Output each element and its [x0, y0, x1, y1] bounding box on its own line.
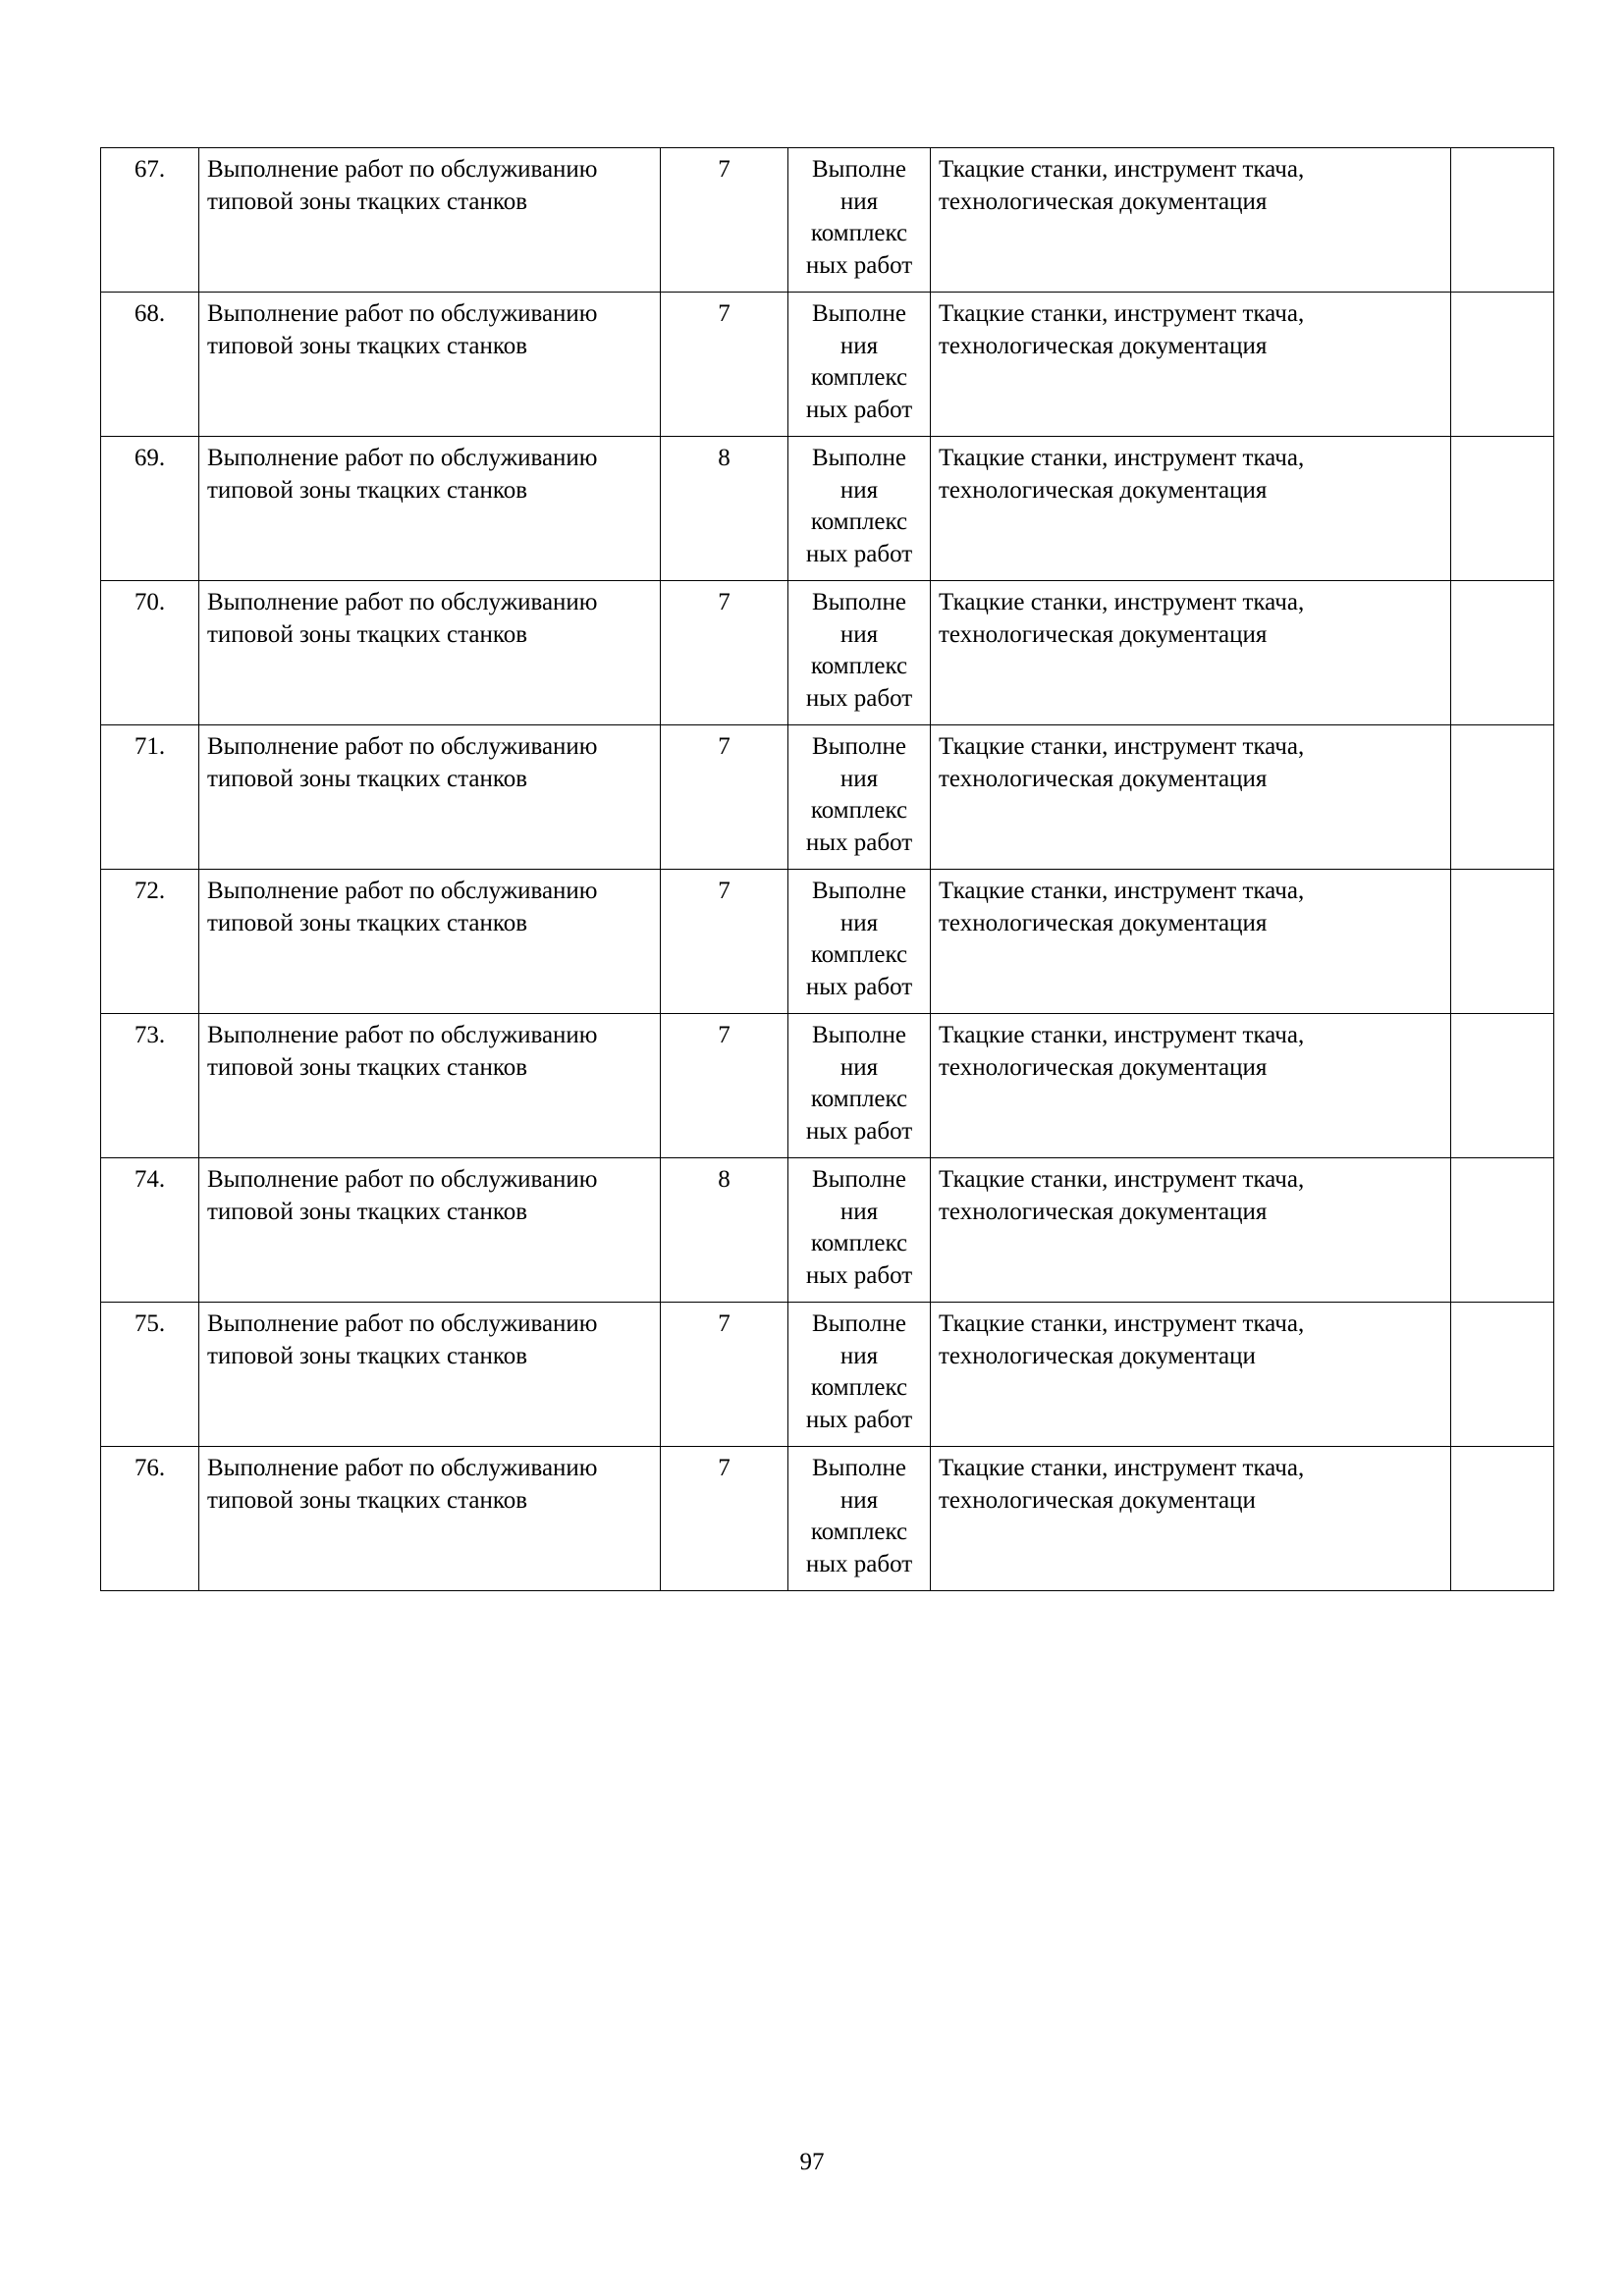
table-row: [101, 1158, 1554, 1303]
table-row: [101, 870, 1554, 1014]
row-number: 70.: [101, 581, 199, 725]
row-count: 7: [661, 870, 788, 1014]
row-note: [1451, 1158, 1554, 1303]
row-criterion: Выполне ния комплекс ных работ: [788, 1158, 931, 1303]
row-count: 7: [661, 725, 788, 870]
row-criterion: Выполне ния комплекс ных работ: [788, 870, 931, 1014]
table-row: [101, 437, 1554, 581]
row-criterion: Выполне ния комплекс ных работ: [788, 293, 931, 437]
row-number: 76.: [101, 1447, 199, 1591]
row-note: [1451, 437, 1554, 581]
row-equipment: Ткацкие станки, инструмент ткача, технологическая документация: [931, 725, 1451, 870]
table-row: [101, 293, 1554, 437]
row-equipment: Ткацкие станки, инструмент ткача, технологическая документация: [931, 437, 1451, 581]
row-number: 72.: [101, 870, 199, 1014]
row-count: 7: [661, 581, 788, 725]
row-criterion: Выполне ния комплекс ных работ: [788, 148, 931, 293]
row-equipment: Ткацкие станки, инструмент ткача, технологическая документация: [931, 1158, 1451, 1303]
table-row: [101, 148, 1554, 293]
table-row: [101, 1303, 1554, 1447]
row-criterion: Выполне ния комплекс ных работ: [788, 1303, 931, 1447]
row-note: [1451, 1303, 1554, 1447]
row-count: 7: [661, 1447, 788, 1591]
page-number: 97: [799, 2149, 825, 2175]
tasks-table: [100, 147, 1554, 1591]
row-note: [1451, 725, 1554, 870]
row-task: Выполнение работ по обслуживанию типовой зоны ткацких станков: [199, 1158, 661, 1303]
row-equipment: Ткацкие станки, инструмент ткача, технологическая документация: [931, 870, 1451, 1014]
row-count: 7: [661, 1303, 788, 1447]
table-row: [101, 1014, 1554, 1158]
row-equipment: Ткацкие станки, инструмент ткача, технологическая документация: [931, 148, 1451, 293]
table-row: [101, 725, 1554, 870]
row-count: 8: [661, 1158, 788, 1303]
row-note: [1451, 870, 1554, 1014]
row-note: [1451, 1447, 1554, 1591]
row-task: Выполнение работ по обслуживанию типовой зоны ткацких станков: [199, 725, 661, 870]
tasks-table-body: [101, 148, 1554, 1591]
row-number: 69.: [101, 437, 199, 581]
row-equipment: Ткацкие станки, инструмент ткача, технологическая документаци: [931, 1447, 1451, 1591]
row-task: Выполнение работ по обслуживанию типовой зоны ткацких станков: [199, 437, 661, 581]
row-count: 7: [661, 293, 788, 437]
row-criterion: Выполне ния комплекс ных работ: [788, 725, 931, 870]
row-task: Выполнение работ по обслуживанию типовой зоны ткацких станков: [199, 1014, 661, 1158]
row-number: 73.: [101, 1014, 199, 1158]
row-task: Выполнение работ по обслуживанию типовой зоны ткацких станков: [199, 1303, 661, 1447]
row-criterion: Выполне ния комплекс ных работ: [788, 581, 931, 725]
row-task: Выполнение работ по обслуживанию типовой зоны ткацких станков: [199, 148, 661, 293]
row-note: [1451, 148, 1554, 293]
row-note: [1451, 581, 1554, 725]
row-equipment: Ткацкие станки, инструмент ткача, технологическая документация: [931, 581, 1451, 725]
row-note: [1451, 1014, 1554, 1158]
row-number: 68.: [101, 293, 199, 437]
row-equipment: Ткацкие станки, инструмент ткача, технологическая документация: [931, 293, 1451, 437]
row-equipment: Ткацкие станки, инструмент ткача, технологическая документация: [931, 1014, 1451, 1158]
row-criterion: Выполне ния комплекс ных работ: [788, 437, 931, 581]
row-count: 7: [661, 148, 788, 293]
row-number: 75.: [101, 1303, 199, 1447]
table-row: [101, 581, 1554, 725]
row-count: 8: [661, 437, 788, 581]
row-criterion: Выполне ния комплекс ных работ: [788, 1014, 931, 1158]
row-number: 67.: [101, 148, 199, 293]
row-number: 74.: [101, 1158, 199, 1303]
row-number: 71.: [101, 725, 199, 870]
row-task: Выполнение работ по обслуживанию типовой зоны ткацких станков: [199, 870, 661, 1014]
table-row: [101, 1447, 1554, 1591]
row-count: 7: [661, 1014, 788, 1158]
row-note: [1451, 293, 1554, 437]
row-task: Выполнение работ по обслуживанию типовой зоны ткацких станков: [199, 293, 661, 437]
row-criterion: Выполне ния комплекс ных работ: [788, 1447, 931, 1591]
row-task: Выполнение работ по обслуживанию типовой зоны ткацких станков: [199, 581, 661, 725]
row-task: Выполнение работ по обслуживанию типовой зоны ткацких станков: [199, 1447, 661, 1591]
row-equipment: Ткацкие станки, инструмент ткача, технологическая документаци: [931, 1303, 1451, 1447]
